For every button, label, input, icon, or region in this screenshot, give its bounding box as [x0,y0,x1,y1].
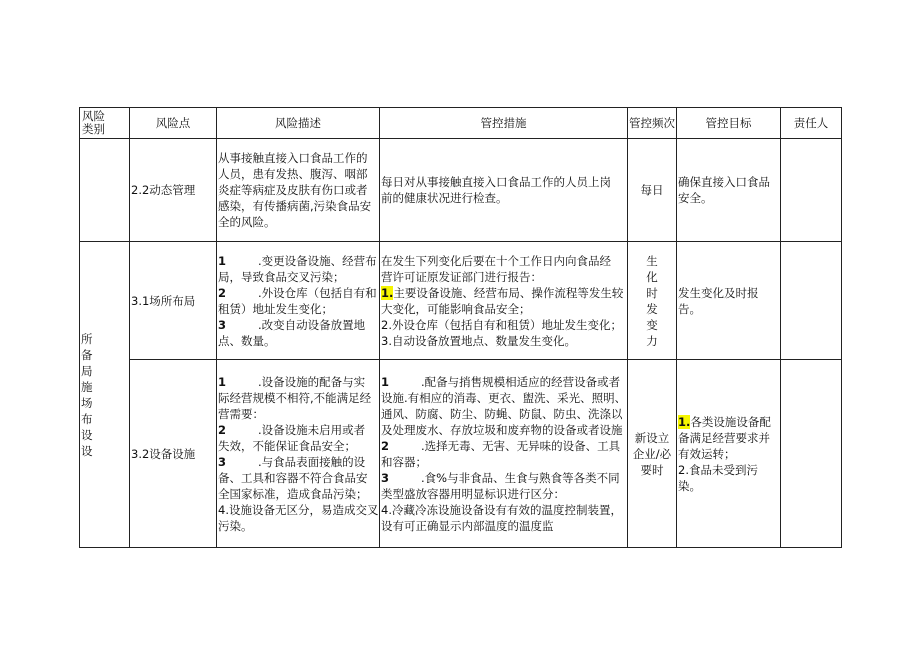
desc-line: 际经营规模不相符,不能满足经 [218,390,372,405]
desc-line: 2 .设备设施未启用或者 [218,422,366,437]
target-line: 有效运转； [678,446,736,461]
control-frequency [628,242,677,360]
target-line: 告。 [678,301,701,316]
desc-line: 失效，不能保证食品安全； [218,438,356,453]
target-line: 染。 [678,478,701,493]
measure-line: 2 .选择无毒、无害、无异味的设备、工具 [381,438,621,453]
risk-point: 3.2设备设施 [130,360,217,548]
desc-line: 全的风险。 [218,215,276,229]
measure-line: 通风、防腐、防尘、防蝇、防鼠、防虫、洗涤以 [381,406,623,421]
measure-line: 1.主要设备设施、经营布局、操作流程等发生较 [381,285,624,300]
target-line: 备满足经营要求并 [678,430,770,445]
measure-line: 营许可证原发证部门进行报告： [381,269,542,284]
control-target [677,139,781,242]
desc-line: 4.设施设备无区分，易造成交叉 [218,502,378,517]
header-owner: 责任人 [781,108,842,139]
measure-line: 每日对从事接触直接入口食品工作的人员上岗 [381,175,611,189]
measure-line: 和容器； [381,454,427,469]
desc-line: 1 .变更设备设施、经营布 [218,253,377,268]
risk-control-table [79,107,842,548]
header-control-measures: 管控措施 [380,108,628,139]
desc-line: 营需要： [218,406,264,421]
table-header-row [80,108,842,139]
desc-line: 人员，患有发热、腹泻、咽部 [218,167,368,181]
control-target [677,242,781,360]
risk-category-cell [80,242,130,548]
measure-line: 3 .食%与非食品、生食与熟食等各类不同 [381,470,620,485]
desc-line: 炎症等病症及皮肤有伤口或者 [218,183,368,197]
measure-line: 及处理废水、存放垃圾和废弃物的设备或者设施 [381,422,623,437]
desc-line: 1 .设备设施的配备与实 [218,374,366,389]
target-line: 发生变化及时报 [678,285,759,300]
owner-cell [781,360,842,548]
desc-line: 全国家标准，造成食品污染； [218,486,368,501]
measure-line: 3.自动设备放置地点、数量发生变化。 [381,333,576,348]
header-control-frequency: 管控频次 [628,108,677,139]
measure-line: 类型盛放容器用明显标识进行区分： [381,486,565,501]
header-control-target: 管控目标 [677,108,781,139]
target-line: 1.各类设施设备配 [678,414,771,429]
owner-cell [781,139,842,242]
desc-line: 租赁）地址发生变化； [218,301,333,316]
desc-line: 污染。 [218,518,253,533]
measure-line: 设有可正确显示内部温度的温度监 [381,518,554,533]
risk-point: 3.1场所布局 [130,242,217,360]
frequency-line: 企业/必 [632,446,672,461]
control-frequency: 每日 [628,139,677,242]
desc-line: 感染，有传播病菌,污染食品安 [218,199,372,213]
measure-line: 2.外设仓库（包括自有和租赁）地址发生变化； [381,317,622,332]
risk-category-label: 所 备 局 施 场 布 设 设 [81,331,93,458]
risk-point: 2.2动态管理 [130,139,217,242]
risk-description [217,139,380,242]
measure-line: 1 .配备与捎售规模相适应的经营设备或者 [381,374,621,389]
frequency-line: 新设立 [634,430,670,445]
desc-line: 3 .与食品表面接触的设 [218,454,366,469]
table-row [80,242,842,360]
target-line: 安全。 [678,191,713,205]
target-line: 确保直接入口食品 [678,175,770,189]
measure-line: 设施.有相应的消毒、更衣、盥洗、采光、照明、 [381,390,626,405]
frequency-vertical-text: 生 化 时 发 变 力 [646,253,658,348]
frequency-line: 要时 [640,462,664,477]
table-row [80,360,842,548]
table-row [80,139,842,242]
desc-line: 2 .外设仓库（包括自有和 [218,285,377,300]
header-risk-point: 风险点 [130,108,217,139]
owner-cell [781,242,842,360]
desc-line: 3 .改变自动设备放置地 [218,317,366,332]
control-measures [380,360,628,548]
risk-description [217,360,380,548]
measure-line: 4.冷藏冷冻设施设备设有有效的温度控制装置， [381,502,622,517]
control-frequency [628,360,677,548]
measure-line: 在发生下列变化后要在十个工作日内向食品经 [381,253,611,268]
category-cell-empty [80,139,130,242]
control-target [677,360,781,548]
desc-line: 点、数量。 [218,333,276,348]
risk-description [217,242,380,360]
desc-line: 局，导致食品交叉污染； [218,269,345,284]
control-measures [380,242,628,360]
target-line: 2.食品未受到污 [678,462,758,477]
control-measures [380,139,628,242]
desc-line: 备、工具和容器不符合食品安 [218,470,368,485]
desc-line: 从事接触直接入口食品工作的 [218,151,368,165]
measure-line: 大变化，可能影响食品安全； [381,301,531,316]
header-risk-category: 风险 类别 [80,108,130,139]
header-risk-description: 风险描述 [217,108,380,139]
measure-line: 前的健康状况进行检查。 [381,191,508,205]
